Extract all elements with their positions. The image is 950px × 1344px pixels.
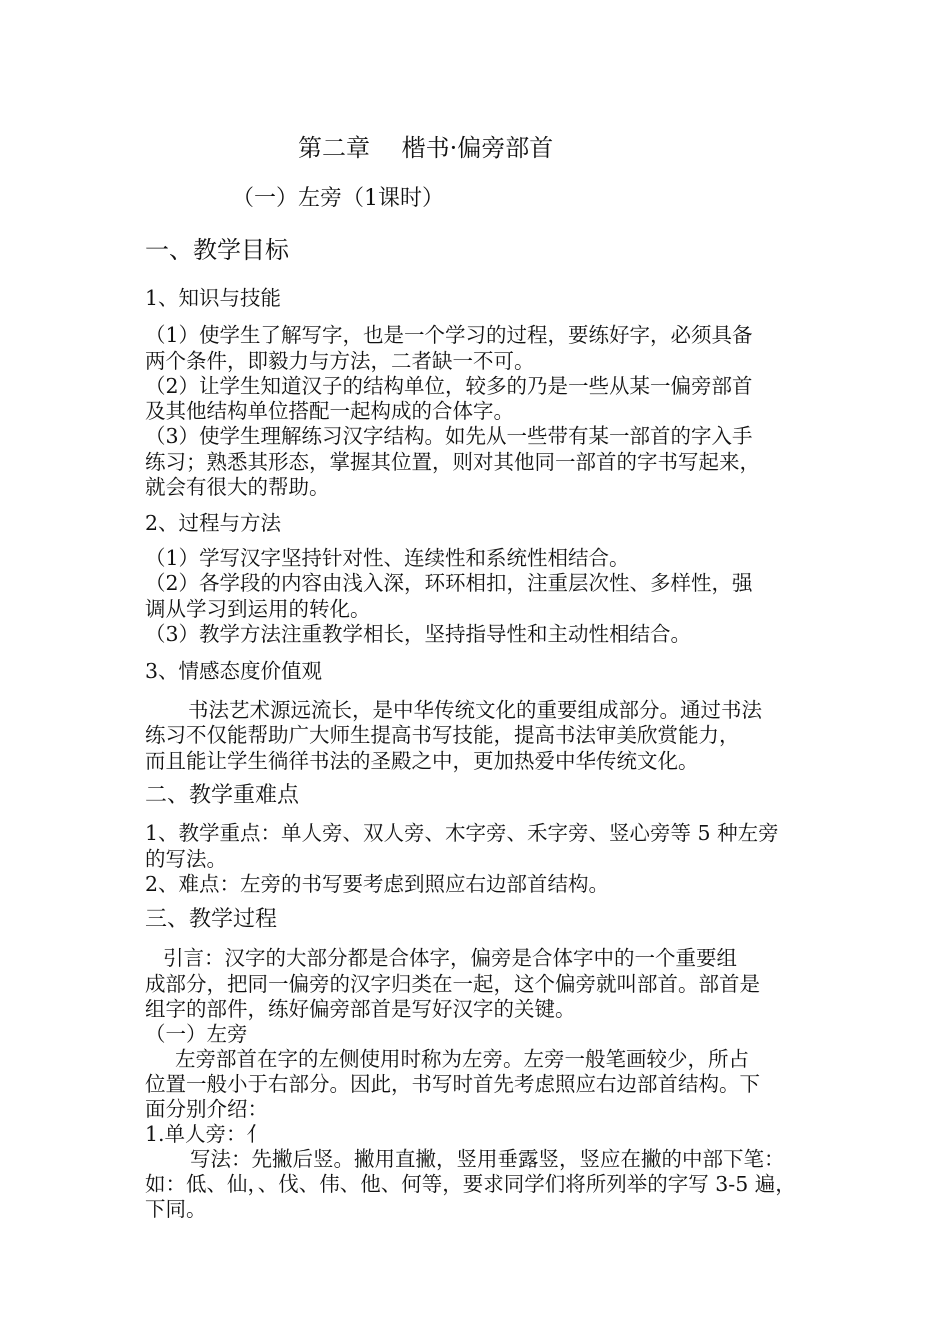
subheading-process-method: 2、过程与方法 <box>145 511 282 535</box>
text-line: （3）使学生理解练习汉字结构。如先从一些带有某一部首的字入手 <box>145 424 753 448</box>
chapter-title: 第二章 楷书·偏旁部首 <box>298 134 554 162</box>
item-single-person-radical: 1.单人旁：亻 <box>145 1122 268 1146</box>
text-line: 两个条件，即毅力与方法，二者缺一不可。 <box>145 349 535 373</box>
text-line: 如：低、仙，、伐、伟、他、何等，要求同学们将所列举的字写 3-5 遍， <box>145 1172 796 1196</box>
text-line: 的写法。 <box>145 847 227 871</box>
subheading-knowledge-skills: 1、知识与技能 <box>145 286 282 310</box>
text-line: （1）学写汉字坚持针对性、连续性和系统性相结合。 <box>145 546 630 570</box>
heading-teaching-process: 三、教学过程 <box>145 907 278 932</box>
text-line: 而且能让学生徜徉书法的圣殿之中，更加热爱中华传统文化。 <box>145 749 699 773</box>
text-line: 就会有很大的帮助。 <box>145 475 330 499</box>
text-line: （2）让学生知道汉子的结构单位，较多的乃是一些从某一偏旁部首 <box>145 374 753 398</box>
heading-key-difficulties: 二、教学重难点 <box>145 783 300 808</box>
text-line: 组字的部件，练好偏旁部首是写好汉字的关键。 <box>145 997 576 1021</box>
subheading-left-radical: （一）左旁 <box>145 1022 248 1046</box>
text-line: 练习；熟悉其形态，掌握其位置，则对其他同一部首的字书写起来， <box>145 450 760 474</box>
text-line: 调从学习到运用的转化。 <box>145 597 371 621</box>
text-line: 引言：汉字的大部分都是合体字，偏旁是合体字中的一个重要组 <box>163 946 737 970</box>
text-line: 下同。 <box>145 1197 207 1221</box>
heading-teaching-objectives: 一、教学目标 <box>145 236 289 264</box>
text-line: （3）教学方法注重教学相长，坚持指导性和主动性相结合。 <box>145 622 692 646</box>
text-line: 2、难点：左旁的书写要考虑到照应右边部首结构。 <box>145 872 610 896</box>
text-line: 书法艺术源远流长，是中华传统文化的重要组成部分。通过书法 <box>188 698 762 722</box>
text-line: 成部分，把同一偏旁的汉字归类在一起，这个偏旁就叫部首。部首是 <box>145 972 760 996</box>
text-line: 练习不仅能帮助广大师生提高书写技能，提高书法审美欣赏能力， <box>145 723 740 747</box>
text-line: 写法：先撇后竖。撇用直撇，竖用垂露竖，竖应在撇的中部下笔： <box>190 1147 785 1171</box>
text-line: 1、教学重点：单人旁、双人旁、木字旁、禾字旁、竖心旁等 5 种左旁 <box>145 821 779 845</box>
text-line: 及其他结构单位搭配一起构成的合体字。 <box>145 399 514 423</box>
subheading-emotion-values: 3、情感态度价值观 <box>145 659 323 683</box>
text-line: 面分别介绍： <box>145 1097 268 1121</box>
text-line: 左旁部首在字的左侧使用时称为左旁。左旁一般笔画较少，所占 <box>175 1047 749 1071</box>
section-title: （一）左旁（1课时） <box>232 186 444 211</box>
text-line: 位置一般小于右部分。因此，书写时首先考虑照应右边部首结构。下 <box>145 1072 760 1096</box>
text-line: （2）各学段的内容由浅入深，环环相扣，注重层次性、多样性，强 <box>145 571 753 595</box>
text-line: （1）使学生了解写字，也是一个学习的过程，要练好字，必须具备 <box>145 323 753 347</box>
